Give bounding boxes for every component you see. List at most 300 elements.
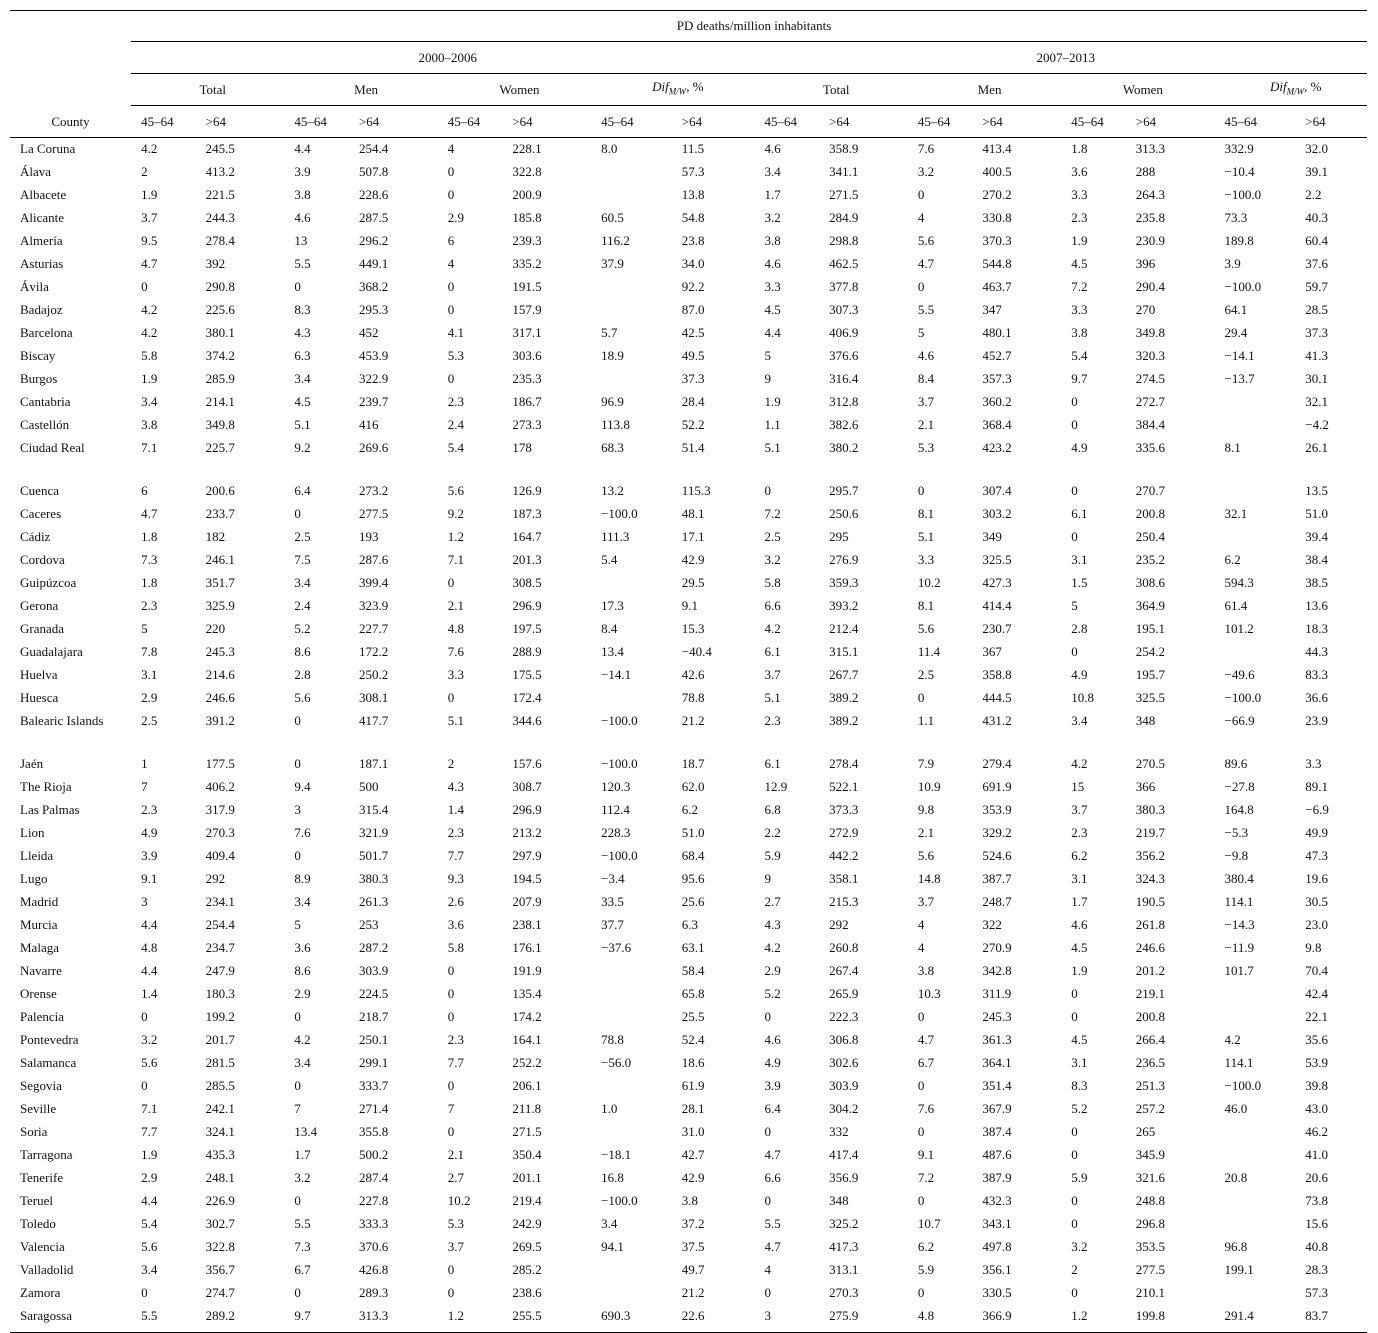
value-cell: 380.3 [1135, 802, 1166, 817]
value-cell: 220 [205, 621, 226, 636]
value-cell: 174.2 [512, 1009, 542, 1024]
value-cell: 2.9 [447, 210, 464, 225]
value-cell: 269.5 [512, 1239, 542, 1254]
value-cell [591, 161, 672, 184]
value-cell: 47.3 [1305, 848, 1328, 863]
value-cell: −11.9 [1224, 940, 1255, 955]
value-cell: 242.1 [205, 1101, 235, 1116]
value-cell: 3.4 [294, 371, 311, 386]
value-cell: 270.5 [1135, 756, 1166, 771]
value-cell: 25.5 [681, 1009, 705, 1024]
value-cell: 296.9 [512, 802, 542, 817]
group-header-total-2007: Total [755, 74, 908, 106]
value-cell: 0 [447, 371, 455, 386]
value-cell: 1.7 [294, 1147, 311, 1162]
value-cell: 335.2 [512, 256, 542, 271]
group-header-dif-2000: Dif$_{M/W}$, % [591, 74, 754, 106]
value-cell: 200.8 [1135, 506, 1166, 521]
value-cell: 3.1 [1071, 552, 1088, 567]
table-row [10, 1190, 1367, 1213]
value-cell: 254.2 [1135, 644, 1166, 659]
value-cell: 377.8 [829, 279, 859, 294]
table-row [10, 253, 1367, 276]
value-cell: 0 [141, 1078, 148, 1093]
value-cell: 358.8 [982, 667, 1012, 682]
value-cell: 358.1 [829, 871, 859, 886]
value-cell: 387.7 [982, 871, 1012, 886]
value-cell: 201.7 [205, 1032, 235, 1047]
value-cell: 3.7 [447, 1239, 464, 1254]
value-cell: 227.8 [358, 1193, 389, 1208]
value-cell: 0 [447, 187, 455, 202]
value-cell: 68.4 [681, 848, 705, 863]
value-cell: 417.7 [358, 713, 389, 728]
table-row [10, 595, 1367, 618]
value-cell: 2.1 [917, 417, 935, 432]
value-cell: 195.7 [1135, 667, 1166, 682]
value-cell: 5.1 [764, 690, 781, 705]
value-cell: 6.4 [294, 483, 311, 498]
value-cell: 348 [1135, 713, 1156, 728]
value-cell: 391.2 [205, 713, 235, 728]
value-cell: 308.5 [512, 575, 542, 590]
value-cell: 3.3 [1305, 756, 1322, 771]
value-cell: 200.6 [205, 483, 235, 498]
value-cell: 189.8 [1224, 233, 1254, 248]
value-cell: 8.0 [601, 141, 618, 156]
value-cell: 63.1 [681, 940, 705, 955]
county-cell: Valladolid [20, 1262, 74, 1277]
value-cell: 5.2 [764, 986, 781, 1001]
value-cell: 28.3 [1305, 1262, 1328, 1277]
value-cell: 39.4 [1305, 529, 1328, 544]
value-cell: 3.8 [141, 417, 158, 432]
value-cell [591, 276, 672, 299]
value-cell: 356.7 [205, 1262, 235, 1277]
table-row [10, 914, 1367, 937]
value-cell: 2.8 [294, 667, 311, 682]
value-cell: 0 [447, 1009, 455, 1024]
value-cell: 2 [1071, 1262, 1078, 1277]
value-cell [591, 960, 672, 983]
value-cell: 296.9 [512, 598, 542, 613]
value-cell: −27.8 [1224, 779, 1255, 794]
value-cell: 164.1 [512, 1032, 542, 1047]
table-row [10, 1167, 1367, 1190]
value-cell: 54.8 [681, 210, 705, 225]
value-cell: 500 [358, 779, 379, 794]
value-cell: 2.5 [294, 529, 311, 544]
value-cell: 442.2 [829, 848, 859, 863]
value-cell: 387.9 [982, 1170, 1012, 1185]
value-cell: 207.9 [512, 894, 542, 909]
value-cell: 4.6 [764, 141, 781, 156]
value-cell: 265.9 [829, 986, 859, 1001]
value-cell: 312.8 [829, 394, 859, 409]
value-cell: 0 [294, 1285, 301, 1300]
value-cell: 366 [1135, 779, 1156, 794]
value-cell: 347 [982, 302, 1002, 317]
table-row [10, 799, 1367, 822]
value-cell: 180.3 [205, 986, 235, 1001]
table-header [10, 11, 1367, 138]
value-cell: 406.9 [829, 325, 859, 340]
value-cell: 9.3 [447, 871, 464, 886]
value-cell: 52.4 [681, 1032, 705, 1047]
value-cell: 7.6 [917, 1101, 935, 1116]
value-cell: 116.2 [601, 233, 630, 248]
value-cell: 261.8 [1135, 917, 1166, 932]
value-cell: 51.0 [681, 825, 705, 840]
value-cell: 40.8 [1305, 1239, 1328, 1254]
value-cell: 7.6 [294, 825, 311, 840]
value-cell: 414.4 [982, 598, 1012, 613]
value-cell: 0 [764, 483, 772, 498]
age-column-header: 45–64 [755, 106, 820, 138]
value-cell: 0 [294, 1078, 301, 1093]
value-cell: 313.1 [829, 1262, 859, 1277]
value-cell: 6.6 [764, 1170, 781, 1185]
value-cell: 6.7 [917, 1055, 935, 1070]
data-table-container [10, 10, 1367, 1333]
value-cell: 367 [982, 644, 1002, 659]
value-cell: 7.9 [917, 756, 935, 771]
value-cell: 8.4 [601, 621, 618, 636]
value-cell: 30.1 [1305, 371, 1328, 386]
value-cell: 15.3 [681, 621, 705, 636]
value-cell: 3.8 [1071, 325, 1088, 340]
value-cell: 409.4 [205, 848, 235, 863]
value-cell: 5.9 [1071, 1170, 1088, 1185]
value-cell: 13 [294, 233, 308, 248]
table-row [10, 161, 1367, 184]
value-cell: 255.5 [502, 1305, 591, 1333]
value-cell: 4.6 [764, 1032, 781, 1047]
value-cell: 2.3 [447, 825, 464, 840]
value-cell: 2.7 [764, 894, 781, 909]
value-cell: 8.6 [294, 644, 311, 659]
value-cell: 3.9 [764, 1078, 781, 1093]
value-cell: 9.1 [917, 1147, 935, 1162]
value-cell: 297.9 [512, 848, 542, 863]
table-row [10, 1213, 1367, 1236]
value-cell: 4.2 [141, 302, 158, 317]
value-cell: 4.7 [764, 1239, 781, 1254]
value-cell: 6.2 [1224, 552, 1241, 567]
value-cell: 5 [764, 348, 772, 363]
value-cell: 435.3 [205, 1147, 235, 1162]
value-cell: 135.4 [512, 986, 542, 1001]
value-cell: 316.4 [829, 371, 859, 386]
value-cell: 10.9 [917, 779, 941, 794]
value-cell: 83.3 [1305, 667, 1328, 682]
table-row [10, 1305, 1367, 1333]
value-cell: 345.9 [1135, 1147, 1166, 1162]
value-cell: 4.3 [294, 325, 311, 340]
value-cell: 341.1 [829, 164, 859, 179]
value-cell: 5.5 [294, 256, 311, 271]
value-cell: 17.1 [681, 529, 705, 544]
value-cell: 7.1 [447, 552, 464, 567]
value-cell: −49.6 [1224, 667, 1255, 682]
value-cell: 212.4 [829, 621, 859, 636]
value-cell: 2 [447, 756, 455, 771]
value-cell: −100.0 [601, 713, 638, 728]
county-cell: Huelva [20, 667, 58, 682]
value-cell: 463.7 [982, 279, 1012, 294]
value-cell: 317.9 [205, 802, 235, 817]
value-cell: 6 [141, 483, 148, 498]
value-cell: 380.3 [358, 871, 389, 886]
value-cell: 0 [1071, 1216, 1078, 1231]
value-cell: 4.3 [447, 779, 464, 794]
value-cell: 78.8 [601, 1032, 624, 1047]
value-cell: 96.8 [1224, 1239, 1248, 1254]
value-cell: 9 [764, 371, 772, 386]
county-cell: Almería [20, 233, 63, 248]
value-cell: 201.2 [1135, 963, 1166, 978]
value-cell: 380.2 [829, 440, 859, 455]
table-row [10, 526, 1367, 549]
value-cell: 0 [447, 963, 455, 978]
value-cell: 311.9 [982, 986, 1012, 1001]
value-cell: 2.9 [141, 1170, 158, 1185]
value-cell: 3.3 [764, 279, 781, 294]
value-cell: −100.0 [601, 506, 638, 521]
value-cell: 61.9 [681, 1078, 705, 1093]
value-cell: 7.2 [1071, 279, 1088, 294]
county-cell: Lugo [20, 871, 48, 886]
value-cell: −9.8 [1224, 848, 1249, 863]
table-row [10, 753, 1367, 776]
value-cell: 4.8 [447, 621, 464, 636]
value-cell: 4.9 [1071, 667, 1088, 682]
value-cell: −100.0 [601, 1193, 638, 1208]
county-cell: Álava [20, 164, 52, 179]
value-cell: 0 [447, 1285, 455, 1300]
value-cell: 157.6 [512, 756, 542, 771]
value-cell: 112.4 [601, 802, 630, 817]
value-cell: 21.2 [681, 713, 705, 728]
value-cell: 3.8 [294, 187, 311, 202]
table-row [10, 414, 1367, 437]
value-cell: 83.7 [1295, 1305, 1367, 1333]
value-cell: 298.8 [829, 233, 859, 248]
value-cell: 1.2 [447, 529, 464, 544]
value-cell: 172.2 [358, 644, 389, 659]
value-cell: 248.8 [1135, 1193, 1166, 1208]
age-column-header: >64 [502, 106, 591, 138]
value-cell: 4.7 [917, 256, 935, 271]
value-cell: 33.5 [601, 894, 624, 909]
value-cell: 6 [447, 233, 455, 248]
value-cell: 194.5 [512, 871, 542, 886]
value-cell: −3.4 [601, 871, 625, 886]
value-cell [1215, 1282, 1296, 1305]
group-header-men-2007: Men [908, 74, 1061, 106]
value-cell: 9.7 [284, 1305, 349, 1333]
value-cell [1215, 1144, 1296, 1167]
value-cell: 270 [1135, 302, 1156, 317]
value-cell: 228.6 [358, 187, 389, 202]
value-cell: 4.7 [764, 1147, 781, 1162]
value-cell: 322.8 [205, 1239, 235, 1254]
value-cell: 5.8 [764, 575, 781, 590]
value-cell: 6.3 [681, 917, 699, 932]
value-cell: 4.4 [141, 1193, 158, 1208]
value-cell: 344.6 [512, 713, 542, 728]
value-cell: 0 [1071, 483, 1078, 498]
table-row [10, 138, 1367, 162]
value-cell: 187.1 [358, 756, 389, 771]
value-cell: 364.1 [982, 1055, 1012, 1070]
county-cell: Gerona [20, 598, 59, 613]
value-cell: 38.4 [1305, 552, 1328, 567]
county-cell: Seville [20, 1101, 57, 1116]
value-cell: 432.3 [982, 1193, 1012, 1208]
value-cell: 270.7 [1135, 483, 1166, 498]
value-cell: 413.4 [982, 141, 1012, 156]
table-row [10, 1144, 1367, 1167]
value-cell: 41.3 [1305, 348, 1328, 363]
value-cell: 4.8 [908, 1305, 973, 1333]
value-cell: 13.4 [294, 1124, 318, 1139]
value-cell: 3.4 [764, 164, 781, 179]
value-cell: 19.6 [1305, 871, 1328, 886]
value-cell: 257.2 [1135, 1101, 1166, 1116]
table-row [10, 572, 1367, 595]
value-cell: 30.5 [1305, 894, 1328, 909]
value-cell: 278.4 [829, 756, 859, 771]
value-cell: −5.3 [1224, 825, 1249, 840]
value-cell: 230.9 [1135, 233, 1166, 248]
value-cell: 7.2 [917, 1170, 935, 1185]
value-cell: 373.3 [829, 802, 859, 817]
value-cell: 380.1 [205, 325, 235, 340]
value-cell: 2.3 [447, 1032, 464, 1047]
age-column-header: >64 [819, 106, 908, 138]
value-cell: 245.3 [982, 1009, 1012, 1024]
value-cell: 37.5 [681, 1239, 705, 1254]
value-cell: 5.5 [131, 1305, 196, 1333]
value-cell: 1.4 [447, 802, 464, 817]
value-cell: 187.3 [512, 506, 542, 521]
value-cell: 101.2 [1224, 621, 1254, 636]
value-cell: 276.9 [829, 552, 859, 567]
value-cell: 392 [205, 256, 226, 271]
table-row [10, 549, 1367, 572]
table-row [10, 368, 1367, 391]
value-cell: 175.5 [512, 667, 542, 682]
value-cell: 2.4 [294, 598, 311, 613]
value-cell: 197.5 [512, 621, 542, 636]
value-cell: 500.2 [358, 1147, 389, 1162]
value-cell [591, 184, 672, 207]
county-cell: Malaga [20, 940, 59, 955]
value-cell: 0 [1071, 1009, 1078, 1024]
value-cell: 279.4 [982, 756, 1012, 771]
value-cell: 2.9 [141, 690, 158, 705]
value-cell: 350.4 [512, 1147, 542, 1162]
value-cell: 239.3 [512, 233, 542, 248]
value-cell: 246.1 [205, 552, 235, 567]
value-cell: 6.1 [1071, 506, 1088, 521]
age-column-header: 45–64 [908, 106, 973, 138]
value-cell: 5.4 [601, 552, 618, 567]
table-row [10, 1098, 1367, 1121]
value-cell: 7.8 [141, 644, 158, 659]
value-cell: 0 [917, 1193, 925, 1208]
value-cell: 281.5 [205, 1055, 235, 1070]
value-cell: 14.8 [917, 871, 941, 886]
value-cell: 2.5 [764, 529, 781, 544]
county-cell: Soria [20, 1124, 48, 1139]
value-cell: 3.3 [1071, 302, 1088, 317]
value-cell: 3.8 [681, 1193, 699, 1208]
group-header-men-2000: Men [284, 74, 437, 106]
value-cell: 16.8 [601, 1170, 624, 1185]
value-cell: 3.1 [1071, 1055, 1088, 1070]
value-cell: 396 [1135, 256, 1156, 271]
value-cell: 299.1 [358, 1055, 389, 1070]
value-cell: 5.2 [1071, 1101, 1088, 1116]
value-cell: 251.3 [1135, 1078, 1166, 1093]
value-cell: 6.7 [294, 1262, 311, 1277]
value-cell: 53.9 [1305, 1055, 1328, 1070]
value-cell: 11.5 [681, 141, 705, 156]
county-cell: Salamanca [20, 1055, 77, 1070]
value-cell: 0 [447, 575, 455, 590]
value-cell: 497.8 [982, 1239, 1012, 1254]
county-cell: Granada [20, 621, 65, 636]
value-cell: 4.7 [917, 1032, 935, 1047]
age-column-header: 45–64 [1061, 106, 1126, 138]
value-cell: 2.3 [141, 598, 158, 613]
value-cell: 186.7 [512, 394, 542, 409]
county-cell: Barcelona [20, 325, 73, 340]
value-cell: 5 [141, 621, 148, 636]
value-cell: 2.1 [917, 825, 935, 840]
value-cell: 594.3 [1224, 575, 1254, 590]
value-cell: 0 [141, 1009, 148, 1024]
value-cell: 246.6 [205, 690, 235, 705]
value-cell: 271.5 [512, 1124, 542, 1139]
value-cell: 37.3 [681, 371, 705, 386]
value-cell: 270.2 [982, 187, 1012, 202]
value-cell: 3.9 [1224, 256, 1241, 271]
value-cell: 9.2 [294, 440, 311, 455]
value-cell: 0 [1071, 986, 1078, 1001]
table-row [10, 480, 1367, 503]
table-row [10, 1075, 1367, 1098]
value-cell: 214.1 [205, 394, 235, 409]
value-cell: 37.7 [601, 917, 624, 932]
value-cell: −14.1 [601, 667, 632, 682]
value-cell: 5.8 [447, 940, 464, 955]
value-cell: 10.2 [447, 1193, 471, 1208]
value-cell: 2.2 [1305, 187, 1322, 202]
county-cell: Navarre [20, 963, 62, 978]
value-cell: 15.6 [1305, 1216, 1328, 1231]
value-cell: 416 [358, 417, 379, 432]
value-cell: 21.2 [681, 1285, 705, 1300]
age-column-header: 45–64 [131, 106, 196, 138]
value-cell: 387.4 [982, 1124, 1012, 1139]
value-cell: 295 [829, 529, 849, 544]
county-cell: Cuenca [20, 483, 59, 498]
value-cell [1215, 414, 1296, 437]
value-cell: 8.1 [917, 598, 935, 613]
